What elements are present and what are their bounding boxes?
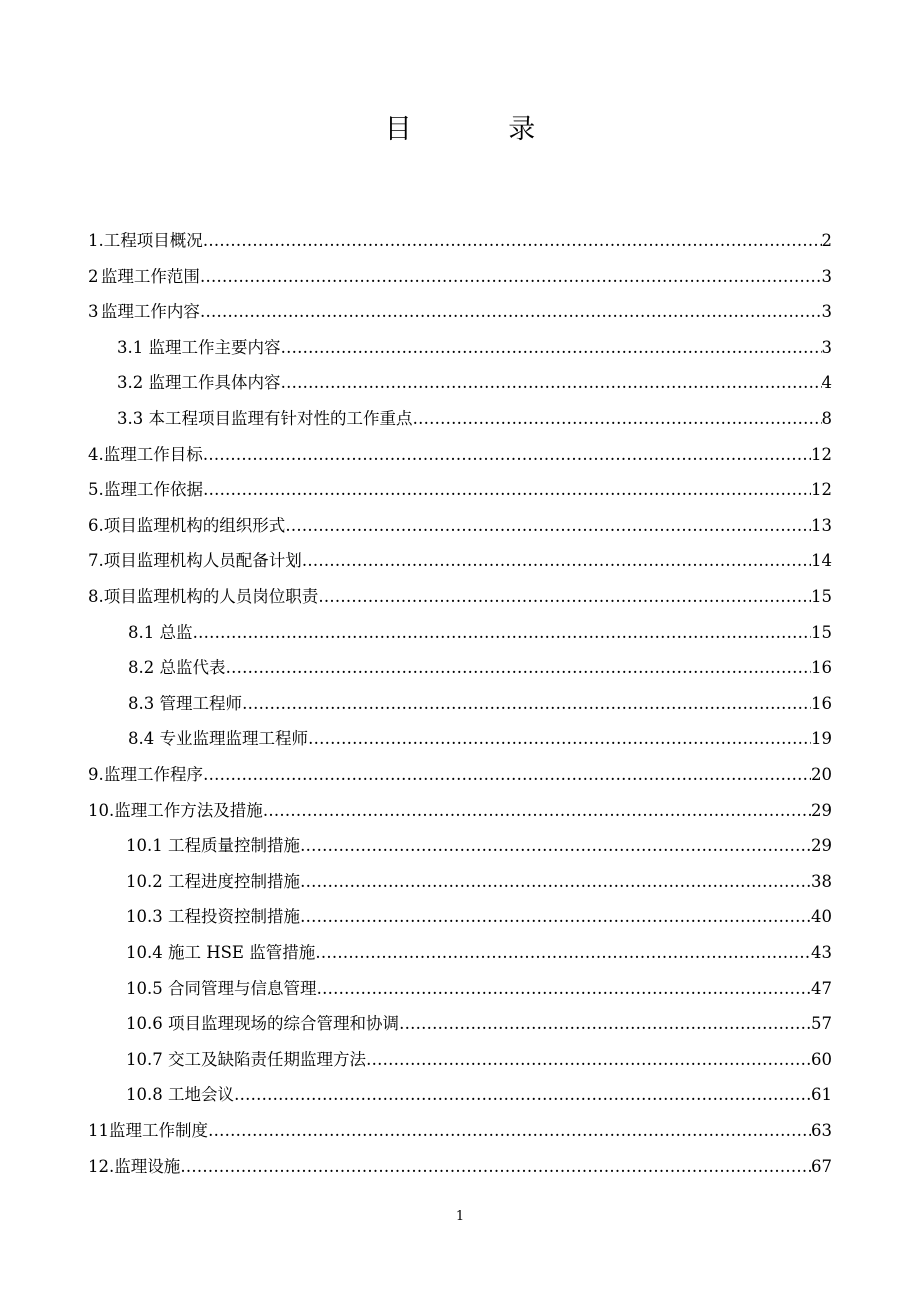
toc-leader-dots bbox=[300, 871, 811, 893]
toc-entry[interactable] bbox=[88, 754, 832, 786]
toc-leader-dots bbox=[203, 764, 811, 786]
toc-entry[interactable] bbox=[88, 1110, 832, 1142]
toc-entry-number: 5. bbox=[88, 480, 104, 500]
toc-entry[interactable] bbox=[128, 612, 832, 644]
toc-entry-number: 1. bbox=[88, 231, 104, 250]
toc-entry-page: 57 bbox=[811, 1014, 832, 1034]
toc-entry[interactable] bbox=[117, 327, 832, 359]
toc-leader-dots bbox=[413, 408, 822, 430]
toc-entry-number: 7. bbox=[88, 551, 104, 571]
toc-entry-label: 监理工作内容 bbox=[100, 302, 200, 322]
toc-entry[interactable] bbox=[117, 362, 832, 394]
toc-entry-page: 15 bbox=[811, 587, 832, 606]
toc-leader-dots bbox=[300, 835, 811, 857]
toc-entry-page: 14 bbox=[811, 551, 832, 571]
toc-entry[interactable] bbox=[88, 434, 832, 466]
toc-entry-label: 10.1 工程质量控制措施 bbox=[126, 836, 300, 856]
toc-entry-page: 67 bbox=[811, 1156, 832, 1176]
toc-entry[interactable] bbox=[126, 861, 832, 893]
toc-leader-dots bbox=[208, 1120, 811, 1142]
page-title: 目 录 bbox=[384, 114, 580, 145]
toc-leader-dots bbox=[318, 586, 811, 608]
toc-entry-page: 12 bbox=[811, 444, 832, 464]
toc-entry-page: 47 bbox=[811, 978, 832, 998]
toc-leader-dots bbox=[302, 550, 811, 572]
toc-entry-label: 10.3 工程投资控制措施 bbox=[126, 907, 300, 927]
toc-entry-label: 8.2 总监代表 bbox=[128, 658, 226, 678]
toc-entry-number: 8. bbox=[88, 587, 104, 606]
toc-entry[interactable] bbox=[128, 718, 832, 750]
toc-entry-number: 12. bbox=[88, 1156, 115, 1176]
toc-entry-label: 监理工作程序 bbox=[104, 765, 204, 784]
toc-entry-page: 3 bbox=[821, 337, 832, 357]
page-number: 1 bbox=[455, 1209, 465, 1224]
toc-entry[interactable] bbox=[88, 256, 832, 288]
toc-entry-page: 38 bbox=[811, 871, 832, 891]
toc-entry-label: 工程项目概况 bbox=[103, 231, 203, 250]
toc-entry-page: 29 bbox=[811, 800, 832, 820]
toc-entry-page: 12 bbox=[811, 480, 832, 500]
toc-entry-page: 8 bbox=[821, 409, 832, 428]
toc-leader-dots bbox=[234, 1084, 811, 1106]
toc-leader-dots bbox=[203, 444, 811, 466]
toc-entry-number: 9. bbox=[88, 765, 104, 784]
toc-leader-dots bbox=[399, 1013, 811, 1035]
toc-entry-page: 43 bbox=[811, 943, 832, 962]
toc-entry-page: 61 bbox=[811, 1085, 832, 1105]
toc-entry-number: 3 bbox=[88, 302, 99, 322]
toc-leader-dots bbox=[300, 906, 811, 928]
toc-entry-page: 13 bbox=[811, 515, 832, 535]
toc-entry-label: 监理工作依据 bbox=[104, 480, 204, 500]
toc-entry[interactable] bbox=[117, 398, 832, 430]
toc-leader-dots bbox=[315, 942, 811, 964]
toc-entry[interactable] bbox=[126, 968, 832, 1000]
toc-entry-label: 10.7 交工及缺陷责任期监理方法 bbox=[126, 1049, 366, 1069]
toc-entry-number: 2 bbox=[88, 266, 99, 286]
toc-entry-number: 11 bbox=[88, 1121, 109, 1140]
toc-entry-label: 监理工作范围 bbox=[100, 266, 200, 286]
toc-leader-dots bbox=[285, 515, 811, 537]
toc-leader-dots bbox=[281, 372, 822, 394]
toc-entry-number: 6. bbox=[88, 515, 104, 535]
toc-leader-dots bbox=[200, 301, 822, 323]
toc-entry[interactable] bbox=[88, 505, 832, 537]
toc-entry-page: 19 bbox=[811, 729, 832, 749]
toc-entry-page: 63 bbox=[811, 1121, 832, 1140]
toc-entry-label: 项目监理机构的组织形式 bbox=[103, 515, 286, 535]
toc-entry-page: 29 bbox=[811, 836, 832, 856]
toc-entry[interactable] bbox=[128, 647, 832, 679]
toc-leader-dots bbox=[281, 337, 822, 359]
toc-entry[interactable] bbox=[126, 1074, 832, 1106]
toc-entry[interactable] bbox=[88, 469, 832, 501]
toc-leader-dots bbox=[263, 800, 811, 822]
toc-entry[interactable] bbox=[128, 683, 832, 715]
toc-entry[interactable] bbox=[126, 1003, 832, 1035]
toc-entry[interactable] bbox=[126, 1039, 832, 1071]
toc-entry-label: 8.1 总监 bbox=[128, 622, 193, 642]
toc-leader-dots bbox=[180, 1156, 811, 1178]
toc-entry[interactable] bbox=[88, 220, 832, 252]
toc-entry-page: 4 bbox=[821, 373, 832, 393]
toc-entry[interactable] bbox=[88, 540, 832, 572]
toc-entry-label: 监理工作方法及措施 bbox=[114, 800, 263, 820]
toc-leader-dots bbox=[316, 978, 811, 1000]
toc-leader-dots bbox=[242, 693, 811, 715]
toc-entry-page: 2 bbox=[821, 231, 832, 250]
toc-leader-dots bbox=[366, 1049, 811, 1071]
toc-entry-page: 16 bbox=[811, 693, 832, 713]
toc-leader-dots bbox=[203, 230, 822, 252]
toc-entry[interactable] bbox=[88, 576, 832, 608]
toc-entry-page: 16 bbox=[811, 658, 832, 678]
toc-entry-label: 3.1 监理工作主要内容 bbox=[117, 337, 281, 357]
toc-entry-label: 监理设施 bbox=[114, 1156, 181, 1176]
toc-entry-page: 20 bbox=[811, 765, 832, 784]
toc-leader-dots bbox=[226, 657, 812, 679]
toc-entry[interactable] bbox=[126, 932, 832, 964]
toc-entry-label: 8.4 专业监理监理工程师 bbox=[128, 729, 308, 749]
toc-entry-label: 10.6 项目监理现场的综合管理和协调 bbox=[126, 1014, 399, 1034]
toc-entry-label: 项目监理机构的人员岗位职责 bbox=[103, 587, 319, 606]
toc-entry-label: 监理工作制度 bbox=[109, 1121, 208, 1140]
toc-entry-label: 3.2 监理工作具体内容 bbox=[117, 373, 281, 393]
toc-entry[interactable] bbox=[88, 1146, 832, 1178]
toc-entry-label: 监理工作目标 bbox=[103, 444, 203, 464]
toc-leader-dots bbox=[200, 266, 822, 288]
toc-entry-label: 10.2 工程进度控制措施 bbox=[126, 871, 300, 891]
toc-entry-page: 40 bbox=[811, 907, 832, 927]
toc-entry-label: 3.3 本工程项目监理有针对性的工作重点 bbox=[117, 409, 413, 428]
toc-leader-dots bbox=[203, 479, 811, 501]
toc-entry[interactable] bbox=[126, 825, 832, 857]
toc-entry[interactable] bbox=[88, 790, 832, 822]
toc-entry-label: 8.3 管理工程师 bbox=[128, 693, 242, 713]
toc-entry-label: 项目监理机构人员配备计划 bbox=[103, 551, 302, 571]
toc-entry-page: 3 bbox=[821, 302, 832, 322]
toc-entry[interactable] bbox=[126, 896, 832, 928]
toc-leader-dots bbox=[193, 622, 812, 644]
toc-entry-label: 10.5 合同管理与信息管理 bbox=[126, 978, 317, 998]
toc-entry-number: 10. bbox=[88, 800, 115, 820]
toc-entry-page: 15 bbox=[811, 622, 832, 642]
toc-entry[interactable] bbox=[88, 291, 832, 323]
toc-entry-page: 60 bbox=[811, 1049, 832, 1069]
toc-entry-page: 3 bbox=[821, 266, 832, 286]
toc-entry-number: 4. bbox=[88, 444, 104, 464]
toc-leader-dots bbox=[308, 728, 811, 750]
toc-entry-label: 10.4 施工 HSE 监管措施 bbox=[126, 943, 316, 962]
toc-entry-label: 10.8 工地会议 bbox=[126, 1085, 234, 1105]
